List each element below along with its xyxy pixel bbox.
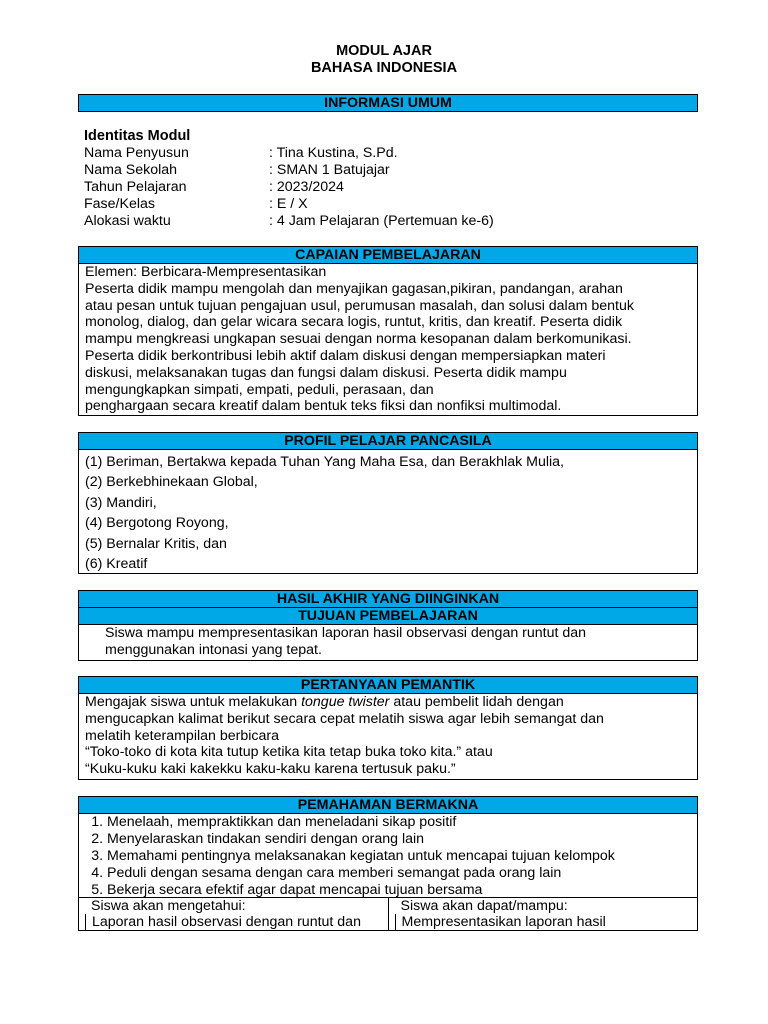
capaian-heading: CAPAIAN PEMBELAJARAN	[78, 246, 698, 264]
identitas-key: Tahun Pelajaran	[84, 179, 187, 195]
siswa-mengetahui-title: Siswa akan mengetahui:	[91, 898, 246, 914]
tujuan-line: menggunakan intonasi yang tepat.	[105, 641, 322, 658]
identitas-key: Fase/Kelas	[84, 196, 155, 212]
pemahaman-item: 1. Menelaah, mempraktikkan dan meneladani sikap positif	[107, 814, 691, 831]
profil-item: (5) Bernalar Kritis, dan	[85, 535, 227, 552]
profil-body	[78, 450, 698, 574]
tujuan-line: Siswa mampu mempresentasikan laporan hasil observasi dengan runtut dan	[105, 625, 587, 641]
siswa-mampu-cell	[388, 898, 698, 930]
identitas-value: : SMAN 1 Batujajar	[269, 162, 390, 178]
hasil-heading: HASIL AKHIR YANG DIINGINKAN	[78, 590, 698, 608]
hasil-section	[78, 590, 698, 661]
profil-item: (3) Mandiri,	[85, 494, 157, 511]
identitas-value: : Tina Kustina, S.Pd.	[269, 145, 398, 161]
pemantik-text: atau pembelit lidah dengan	[389, 694, 564, 710]
pemantik-line: “Kuku-kuku kaki kakekku kaku-kaku karena tertusuk paku.”	[85, 761, 456, 778]
pemahaman-heading: PEMAHAMAN BERMAKNA	[78, 796, 698, 814]
identitas-row	[84, 213, 684, 230]
identitas-row	[84, 179, 684, 196]
document-title: MODUL AJAR	[336, 43, 432, 59]
identitas-row	[84, 196, 684, 213]
pemantik-body	[78, 694, 698, 780]
capaian-line: diskusi, melaksanakan tugas dan fungsi dalam diskusi. Peserta didik mampu	[85, 364, 567, 381]
siswa-mengetahui-text: Laporan hasil observasi dengan runtut dan	[85, 914, 382, 930]
profil-item: (4) Bergotong Royong,	[85, 515, 229, 532]
identitas-key: Nama Sekolah	[84, 162, 178, 178]
capaian-line: penghargaan secara kreatif dalam bentuk teks fiksi dan nonfiksi multimodal.	[85, 398, 562, 415]
pemantik-line: melatih keterampilan berbicara	[85, 727, 279, 744]
pemahaman-list	[83, 814, 691, 899]
pemantik-line: mengucapkan kalimat berikut secara cepat melatih siswa agar lebih semangat dan	[85, 710, 604, 727]
pemantik-line	[85, 694, 691, 711]
pemantik-heading: PERTANYAAN PEMANTIK	[78, 676, 698, 694]
profil-section	[78, 432, 698, 574]
capaian-line: Peserta didik mampu mengolah dan menyajikan gagasan,pikiran, pandangan, arahan	[85, 280, 623, 297]
document-subtitle: BAHASA INDONESIA	[310, 60, 458, 76]
capaian-body	[78, 264, 698, 416]
pemahaman-item: 5. Bekerja secara efektif agar dapat mencapai tujuan bersama	[107, 882, 691, 899]
pemahaman-item: 2. Menyelaraskan tindakan sendiri dengan orang lain	[107, 831, 691, 848]
identitas-value: : E / X	[269, 196, 308, 212]
capaian-line: atau pesan untuk tujuan pengajuan usul, perumusan masalah, dan solusi dalam bentuk	[85, 297, 634, 314]
identitas-row	[84, 145, 684, 162]
pemantik-text: Mengajak siswa untuk melakukan	[85, 694, 302, 710]
identitas-modul-title: Identitas Modul	[84, 128, 191, 144]
profil-heading: PROFIL PELAJAR PANCASILA	[78, 432, 698, 450]
capaian-line: mengungkapkan simpati, empati, peduli, perasaan, dan	[85, 381, 434, 398]
informasi-umum-section	[78, 94, 698, 112]
pemantik-emphasis: tongue twister	[301, 694, 390, 710]
identitas-key: Alokasi waktu	[84, 213, 171, 229]
pemahaman-section	[78, 796, 698, 931]
pemantik-line: “Toko-toko di kota kita tutup ketika kita tetap buka toko kita.” atau	[85, 744, 493, 761]
identitas-value: : 2023/2024	[269, 179, 344, 195]
tujuan-body	[78, 625, 698, 661]
identitas-value: : 4 Jam Pelajaran (Pertemuan ke-6)	[269, 213, 494, 229]
siswa-mampu-title: Siswa akan dapat/mampu:	[400, 898, 568, 914]
profil-item: (2) Berkebhinekaan Global,	[85, 474, 258, 491]
pemahaman-item: 4. Peduli dengan sesama dengan cara memberi semangat pada orang lain	[107, 865, 691, 882]
capaian-line: Peserta didik berkontribusi lebih aktif dalam diskusi dengan mempersiapkan materi	[85, 347, 606, 364]
tujuan-heading: TUJUAN PEMBELAJARAN	[78, 608, 698, 625]
informasi-umum-heading: INFORMASI UMUM	[78, 94, 698, 112]
capaian-line: monolog, dialog, dan gelar wicara secara logis, runtut, kritis, dan kreatif. Peserta didik	[85, 314, 623, 331]
identitas-key: Nama Penyusun	[84, 145, 189, 161]
pemahaman-split	[78, 898, 698, 931]
profil-item: (6) Kreatif	[85, 556, 148, 573]
siswa-mengetahui-cell	[79, 898, 388, 930]
pemahaman-body	[78, 814, 698, 898]
siswa-mampu-text: Mempresentasikan laporan hasil	[395, 914, 692, 930]
capaian-line: mampu mengkreasi ungkapan sesuai dengan norma kesopanan dalam berkomunikasi.	[85, 331, 632, 348]
capaian-section	[78, 246, 698, 416]
capaian-line: Elemen: Berbicara-Mempresentasikan	[85, 264, 327, 280]
profil-item: (1) Beriman, Bertakwa kepada Tuhan Yang Maha Esa, dan Berakhlak Mulia,	[85, 454, 564, 470]
identitas-row	[84, 162, 684, 179]
pemantik-section	[78, 676, 698, 780]
pemahaman-item: 3. Memahami pentingnya melaksanakan kegiatan untuk mencapai tujuan kelompok	[107, 848, 691, 865]
